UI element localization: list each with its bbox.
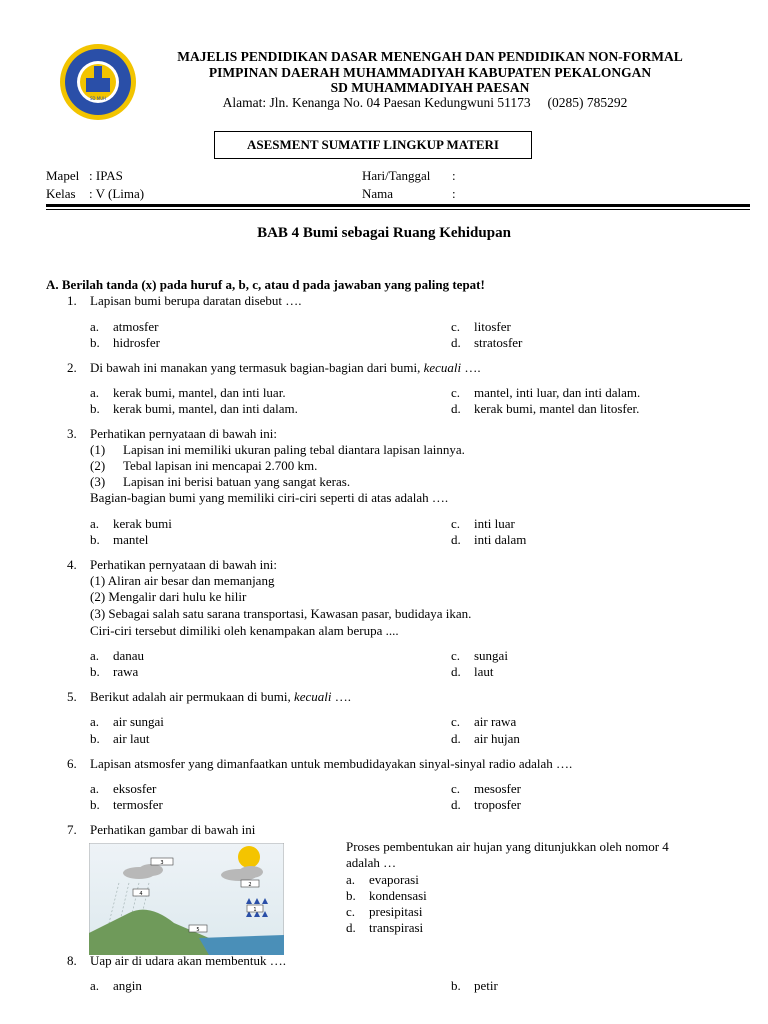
option-letter: c. bbox=[451, 714, 461, 729]
option-letter: d. bbox=[451, 731, 461, 746]
option-letter: d. bbox=[451, 401, 461, 416]
statement-text: Tebal lapisan ini mencapai 2.700 km. bbox=[123, 458, 318, 473]
option-text: laut bbox=[474, 664, 494, 679]
q3-text: Perhatikan pernyataan di bawah ini: bbox=[90, 426, 277, 441]
option-letter: b. bbox=[90, 797, 100, 812]
q6-text: Lapisan atsmosfer yang dimanfaatkan untuk membudidayakan sinyal-sinyal radio adalah …. bbox=[90, 756, 573, 771]
option-text: mesosfer bbox=[474, 781, 521, 796]
address-text: Alamat: Jln. Kenanga No. 04 Paesan Kedungwuni 51173 bbox=[222, 95, 531, 110]
option-text: presipitasi bbox=[369, 904, 423, 919]
option-letter: b. bbox=[90, 401, 100, 416]
statement-text: Lapisan ini memiliki ukuran paling tebal diantara lapisan lainnya. bbox=[123, 442, 465, 457]
kelas-label: Kelas bbox=[46, 186, 76, 201]
section-a-instruction: A. Berilah tanda (x) pada huruf a, b, c, atau d pada jawaban yang paling tepat! bbox=[46, 277, 485, 292]
q5-text-emph: kecuali bbox=[293, 689, 332, 704]
q4-statement-2: (2) Mengalir dari hulu ke hilir bbox=[90, 589, 247, 604]
q6-option-a[interactable] bbox=[90, 781, 156, 797]
q3-statement-3 bbox=[90, 474, 350, 490]
q3-option-b[interactable] bbox=[90, 532, 148, 548]
option-text: air laut bbox=[113, 731, 150, 746]
image-label-3: 3 bbox=[160, 860, 164, 866]
option-text: air rawa bbox=[474, 714, 517, 729]
q2-option-d[interactable] bbox=[451, 401, 639, 417]
q5-option-d[interactable] bbox=[451, 731, 520, 747]
option-text: kerak bumi, mantel dan litosfer. bbox=[474, 401, 640, 416]
q4-tail: Ciri-ciri tersebut dimiliki oleh kenampakan alam berupa .... bbox=[90, 623, 399, 638]
option-letter: c. bbox=[346, 904, 356, 919]
q5-text-main: Berikut adalah air permukaan di bumi, bbox=[90, 689, 291, 704]
q1-number: 1. bbox=[67, 293, 77, 308]
header-line-3: SD MUHAMMADIYAH PAESAN bbox=[330, 80, 530, 95]
option-letter: d. bbox=[451, 797, 461, 812]
svg-text:SD MUH: SD MUH bbox=[89, 96, 107, 101]
q3-statement-1 bbox=[90, 442, 465, 458]
option-letter: b. bbox=[346, 888, 356, 903]
q3-statement-2 bbox=[90, 458, 317, 474]
option-letter: d. bbox=[451, 335, 461, 350]
option-text: atmosfer bbox=[113, 319, 159, 334]
option-text: termosfer bbox=[113, 797, 163, 812]
option-text: kondensasi bbox=[369, 888, 427, 903]
image-label-1: 1 bbox=[253, 907, 257, 913]
q8-option-b[interactable] bbox=[451, 978, 498, 994]
option-letter: c. bbox=[451, 516, 461, 531]
divider-thick bbox=[46, 204, 750, 207]
divider-thin bbox=[46, 209, 750, 210]
statement-number: (3) bbox=[90, 474, 106, 489]
option-text: kerak bumi bbox=[113, 516, 172, 531]
header-line-1: MAJELIS PENDIDIKAN DASAR MENENGAH DAN PENDIDIKAN NON-FORMAL bbox=[177, 49, 683, 64]
statement-number: (2) bbox=[90, 458, 106, 473]
q7-number: 7. bbox=[67, 822, 77, 837]
q6-number: 6. bbox=[67, 756, 77, 771]
option-letter: a. bbox=[90, 781, 100, 796]
q1-option-a[interactable] bbox=[90, 319, 158, 335]
q3-tail: Bagian-bagian bumi yang memiliki ciri-ciri seperti di atas adalah …. bbox=[90, 490, 449, 505]
page-title: ASESMENT SUMATIF LINGKUP MATERI bbox=[214, 131, 532, 159]
option-text: litosfer bbox=[474, 319, 511, 334]
q2-text-emph: kecuali bbox=[423, 360, 462, 375]
nama-label: Nama bbox=[362, 186, 394, 201]
option-text: sungai bbox=[474, 648, 508, 663]
option-letter: c. bbox=[451, 781, 461, 796]
q4-text: Perhatikan pernyataan di bawah ini: bbox=[90, 557, 277, 572]
q6-option-c[interactable] bbox=[451, 781, 521, 797]
q6-option-b[interactable] bbox=[90, 797, 163, 813]
q4-option-d[interactable] bbox=[451, 664, 494, 680]
q2-text-tail: …. bbox=[461, 360, 481, 375]
option-text: rawa bbox=[113, 664, 139, 679]
q3-option-d[interactable] bbox=[451, 532, 526, 548]
school-logo bbox=[58, 42, 138, 122]
image-label-2: 2 bbox=[248, 882, 252, 888]
q7-option-b[interactable] bbox=[346, 888, 427, 904]
option-text: transpirasi bbox=[369, 920, 424, 935]
option-text: kerak bumi, mantel, dan inti luar. bbox=[113, 385, 286, 400]
header-line-2: PIMPINAN DAERAH MUHAMMADIYAH KABUPATEN PEKALONGAN bbox=[208, 65, 652, 80]
q5-option-b[interactable] bbox=[90, 731, 149, 747]
nama-value: : bbox=[452, 186, 456, 201]
q6-option-d[interactable] bbox=[451, 797, 521, 813]
option-letter: d. bbox=[451, 532, 461, 547]
mapel-label: Mapel bbox=[46, 168, 80, 183]
q7-prompt-line-1: Proses pembentukan air hujan yang ditunjukkan oleh nomor 4 bbox=[346, 839, 669, 854]
q1-option-c[interactable] bbox=[451, 319, 511, 335]
q1-option-d[interactable] bbox=[451, 335, 522, 351]
statement-text: Lapisan ini berisi batuan yang sangat keras. bbox=[123, 474, 351, 489]
option-letter: b. bbox=[90, 731, 100, 746]
option-letter: a. bbox=[90, 714, 100, 729]
option-text: petir bbox=[474, 978, 498, 993]
option-letter: c. bbox=[451, 648, 461, 663]
q4-option-a[interactable] bbox=[90, 648, 144, 664]
option-text: troposfer bbox=[474, 797, 521, 812]
q5-text bbox=[90, 689, 351, 705]
option-text: mantel bbox=[113, 532, 149, 547]
q3-option-a[interactable] bbox=[90, 516, 172, 532]
q1-text: Lapisan bumi berupa daratan disebut …. bbox=[90, 293, 302, 308]
option-letter: a. bbox=[90, 385, 100, 400]
kelas-value: : V (Lima) bbox=[89, 186, 145, 201]
header-address bbox=[145, 95, 705, 111]
q2-number: 2. bbox=[67, 360, 77, 375]
q2-option-b[interactable] bbox=[90, 401, 298, 417]
option-text: evaporasi bbox=[369, 872, 419, 887]
q4-option-b[interactable] bbox=[90, 664, 138, 680]
q5-option-c[interactable] bbox=[451, 714, 516, 730]
option-letter: b. bbox=[90, 532, 100, 547]
q8-text: Uap air di udara akan membentuk …. bbox=[90, 953, 287, 968]
image-label-4: 4 bbox=[139, 891, 143, 897]
phone-text: (0285) 785292 bbox=[547, 95, 628, 110]
q2-option-a[interactable] bbox=[90, 385, 286, 401]
option-text: inti luar bbox=[474, 516, 515, 531]
option-letter: b. bbox=[90, 664, 100, 679]
q3-option-c[interactable] bbox=[451, 516, 515, 532]
q7-prompt-line-2: adalah … bbox=[346, 855, 397, 870]
water-cycle-image bbox=[89, 843, 284, 955]
option-letter: a. bbox=[90, 648, 100, 663]
q3-number: 3. bbox=[67, 426, 77, 441]
hari-value: : bbox=[452, 168, 456, 183]
q8-option-a[interactable] bbox=[90, 978, 142, 994]
q4-statement-1: (1) Aliran air besar dan memanjang bbox=[90, 573, 275, 588]
option-text: air sungai bbox=[113, 714, 164, 729]
option-letter: a. bbox=[90, 319, 100, 334]
q4-option-c[interactable] bbox=[451, 648, 508, 664]
q7-text: Perhatikan gambar di bawah ini bbox=[90, 822, 256, 837]
option-letter: a. bbox=[90, 516, 100, 531]
option-letter: a. bbox=[90, 978, 100, 993]
q5-text-tail: …. bbox=[331, 689, 352, 704]
hari-label: Hari/Tanggal bbox=[362, 168, 431, 183]
option-text: stratosfer bbox=[474, 335, 523, 350]
q8-number: 8. bbox=[67, 953, 77, 968]
q5-number: 5. bbox=[67, 689, 77, 704]
option-letter: b. bbox=[90, 335, 100, 350]
q7-option-d[interactable] bbox=[346, 920, 423, 936]
q4-statement-3: (3) Sebagai salah satu sarana transportasi, Kawasan pasar, budidaya ikan. bbox=[90, 606, 472, 621]
q2-text-main: Di bawah ini manakan yang termasuk bagian-bagian dari bumi, bbox=[90, 360, 421, 375]
q2-option-c[interactable] bbox=[451, 385, 640, 401]
image-label-5: 5 bbox=[196, 927, 200, 933]
option-text: eksosfer bbox=[113, 781, 157, 796]
option-text: danau bbox=[113, 648, 145, 663]
q1-option-b[interactable] bbox=[90, 335, 160, 351]
q2-text bbox=[90, 360, 481, 376]
option-text: mantel, inti luar, dan inti dalam. bbox=[474, 385, 641, 400]
option-letter: a. bbox=[346, 872, 356, 887]
q7-option-a[interactable] bbox=[346, 872, 419, 888]
option-text: hidrosfer bbox=[113, 335, 160, 350]
statement-number: (1) bbox=[90, 442, 106, 457]
option-text: inti dalam bbox=[474, 532, 527, 547]
option-text: kerak bumi, mantel, dan inti dalam. bbox=[113, 401, 298, 416]
option-letter: b. bbox=[451, 978, 461, 993]
q4-number: 4. bbox=[67, 557, 77, 572]
chapter-title: BAB 4 Bumi sebagai Ruang Kehidupan bbox=[257, 225, 511, 241]
option-letter: c. bbox=[451, 385, 461, 400]
option-letter: d. bbox=[346, 920, 356, 935]
option-letter: d. bbox=[451, 664, 461, 679]
mapel-value: : IPAS bbox=[89, 168, 123, 183]
q7-option-c[interactable] bbox=[346, 904, 422, 920]
option-letter: c. bbox=[451, 319, 461, 334]
option-text: air hujan bbox=[474, 731, 520, 746]
q5-option-a[interactable] bbox=[90, 714, 164, 730]
option-text: angin bbox=[113, 978, 142, 993]
